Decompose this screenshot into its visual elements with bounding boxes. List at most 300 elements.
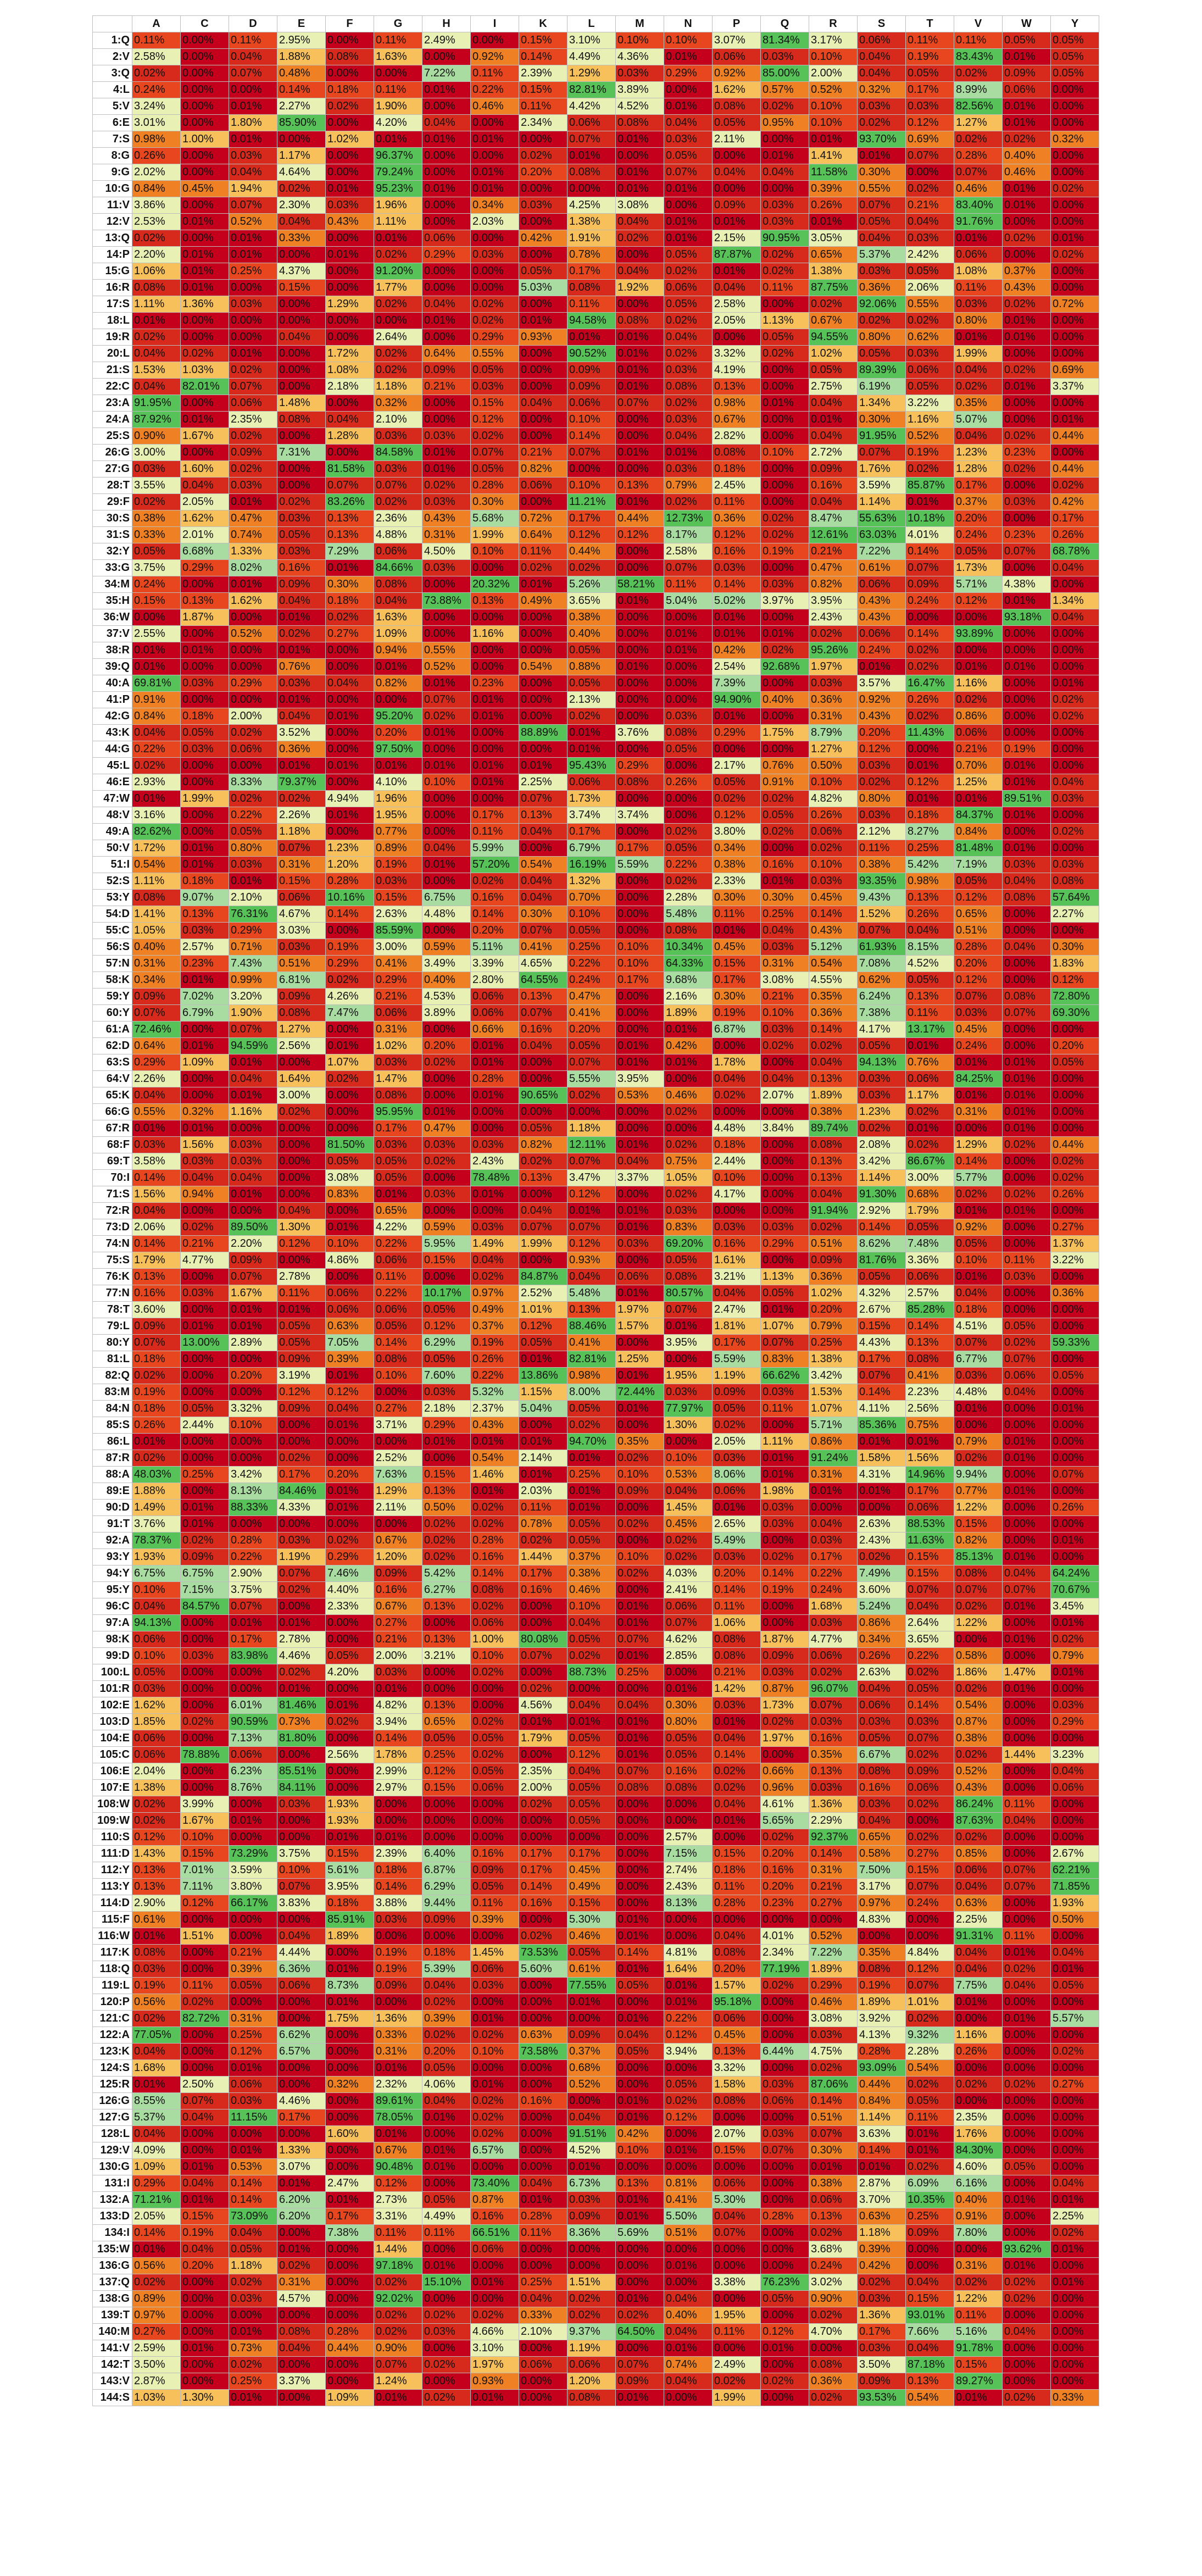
table-row (93, 2192, 1099, 2208)
table-cell: 0.46% (471, 98, 519, 115)
table-cell: 1.22% (954, 2291, 1003, 2307)
table-cell: 0.00% (761, 2109, 809, 2126)
table-cell: 0.06% (471, 1615, 519, 1631)
table-cell: 0.80% (858, 329, 906, 346)
table-cell: 0.07% (906, 1978, 954, 1994)
table-row (93, 494, 1099, 510)
table-cell: 93.62% (1003, 2241, 1051, 2258)
table-cell: 0.01% (616, 1285, 664, 1302)
table-cell: 0.14% (809, 1021, 858, 1038)
table-cell: 0.01% (1003, 1054, 1051, 1071)
table-cell: 0.03% (471, 1137, 519, 1153)
table-cell: 0.00% (277, 2011, 326, 2027)
table-cell: 4.65% (519, 956, 567, 972)
table-cell: 0.04% (277, 1928, 326, 1945)
table-cell: 0.01% (713, 923, 761, 939)
table-cell: 0.01% (761, 2340, 809, 2357)
table-cell: 0.08% (664, 1780, 713, 1796)
table-cell: 0.03% (471, 247, 519, 263)
table-cell: 0.04% (422, 1978, 471, 1994)
row-label: 27:G (93, 461, 132, 478)
table-cell: 1.68% (809, 1598, 858, 1615)
percentage-heatmap-table (92, 15, 1099, 2406)
table-cell: 0.00% (616, 1813, 664, 1829)
table-cell: 0.00% (374, 1813, 422, 1829)
table-cell: 0.00% (1051, 642, 1099, 659)
table-cell: 3.94% (374, 1714, 422, 1730)
row-label: 53:Y (93, 890, 132, 906)
table-cell: 0.00% (664, 1912, 713, 1928)
table-cell: 0.00% (1003, 1829, 1051, 1846)
table-cell: 0.01% (1051, 412, 1099, 428)
table-cell: 0.00% (422, 576, 471, 593)
row-label: 79:L (93, 1318, 132, 1335)
table-cell: 0.01% (181, 642, 229, 659)
table-cell: 0.00% (906, 1928, 954, 1945)
table-cell: 6.40% (422, 1846, 471, 1862)
table-row (93, 1598, 1099, 1615)
row-label: 116:W (93, 1928, 132, 1945)
table-cell: 0.01% (471, 2274, 519, 2291)
table-cell: 0.00% (1003, 2093, 1051, 2109)
table-cell: 0.02% (664, 1186, 713, 1203)
table-cell: 90.52% (567, 346, 616, 362)
table-cell: 87.75% (809, 280, 858, 296)
table-cell: 1.81% (713, 1318, 761, 1335)
row-label: 34:M (93, 576, 132, 593)
table-cell: 0.00% (761, 2192, 809, 2208)
table-cell: 0.00% (616, 1829, 664, 1846)
table-cell: 0.00% (471, 1104, 519, 1120)
table-cell: 0.02% (277, 181, 326, 197)
table-cell: 0.05% (906, 1681, 954, 1697)
table-cell: 0.02% (1003, 1335, 1051, 1351)
table-row (93, 2126, 1099, 2142)
table-cell: 1.06% (132, 263, 181, 280)
table-cell: 0.00% (954, 2060, 1003, 2077)
table-cell: 0.04% (713, 280, 761, 296)
table-cell: 0.00% (422, 626, 471, 642)
table-cell: 0.14% (954, 1153, 1003, 1170)
table-cell: 0.08% (616, 1780, 664, 1796)
table-cell: 0.02% (1003, 131, 1051, 148)
row-label: 43:K (93, 725, 132, 741)
table-cell: 1.93% (326, 1813, 374, 1829)
table-cell: 4.10% (374, 774, 422, 791)
table-cell: 5.95% (422, 1236, 471, 1252)
table-cell: 84.37% (954, 807, 1003, 824)
table-cell: 4.62% (664, 1631, 713, 1648)
table-cell: 0.44% (1051, 461, 1099, 478)
table-cell: 0.29% (1051, 1714, 1099, 1730)
table-cell: 0.55% (471, 346, 519, 362)
table-cell: 1.73% (761, 1697, 809, 1714)
table-cell: 1.13% (761, 313, 809, 329)
table-cell: 0.07% (664, 1302, 713, 1318)
table-cell: 1.19% (567, 2340, 616, 2357)
table-cell: 5.60% (519, 1961, 567, 1978)
table-cell: 5.99% (471, 840, 519, 857)
table-cell: 0.16% (471, 890, 519, 906)
table-row (93, 791, 1099, 807)
table-cell: 0.37% (954, 494, 1003, 510)
table-cell: 0.00% (616, 2241, 664, 2258)
table-cell: 2.25% (519, 774, 567, 791)
row-label: 9:G (93, 164, 132, 181)
row-label: 66:G (93, 1104, 132, 1120)
table-cell: 0.00% (616, 642, 664, 659)
row-label: 95:Y (93, 1582, 132, 1598)
table-cell: 0.11% (954, 2307, 1003, 2324)
table-cell: 0.00% (519, 2126, 567, 2142)
row-label: 141:V (93, 2340, 132, 2357)
table-cell: 0.01% (132, 2241, 181, 2258)
table-cell: 0.13% (422, 1631, 471, 1648)
table-cell: 0.02% (664, 1533, 713, 1549)
table-cell: 0.01% (664, 230, 713, 247)
table-cell: 0.63% (519, 2027, 567, 2044)
table-cell: 91.31% (954, 1928, 1003, 1945)
table-cell: 0.04% (713, 1796, 761, 1813)
table-cell: 0.02% (761, 1978, 809, 1994)
table-cell: 0.26% (664, 774, 713, 791)
table-cell: 0.01% (906, 1434, 954, 1450)
table-cell: 0.39% (809, 181, 858, 197)
table-cell: 0.04% (954, 428, 1003, 445)
table-cell: 0.04% (616, 1153, 664, 1170)
table-cell: 0.00% (713, 1038, 761, 1054)
table-cell: 0.01% (229, 2390, 277, 2406)
table-cell: 0.26% (858, 1648, 906, 1664)
table-cell: 1.86% (954, 1664, 1003, 1681)
table-cell: 0.01% (422, 2159, 471, 2175)
table-row (93, 214, 1099, 230)
table-cell: 0.40% (132, 939, 181, 956)
table-cell: 10.16% (326, 890, 374, 906)
table-cell: 0.01% (761, 1467, 809, 1483)
table-cell: 2.08% (858, 1137, 906, 1153)
table-cell: 3.00% (277, 1087, 326, 1104)
table-cell: 0.05% (519, 1335, 567, 1351)
table-cell: 0.03% (858, 2291, 906, 2307)
table-cell: 0.00% (761, 1170, 809, 1186)
table-cell: 0.01% (858, 1483, 906, 1500)
table-cell: 0.39% (858, 2241, 906, 2258)
table-cell: 0.00% (616, 247, 664, 263)
table-cell: 91.30% (858, 1186, 906, 1203)
table-cell: 1.49% (132, 1500, 181, 1516)
table-cell: 0.32% (326, 2077, 374, 2093)
table-cell: 0.20% (858, 725, 906, 741)
table-cell: 1.11% (132, 873, 181, 890)
table-cell: 0.82% (954, 1533, 1003, 1549)
table-cell: 0.00% (1003, 972, 1051, 989)
table-cell: 0.08% (1003, 989, 1051, 1005)
row-label: 128:L (93, 2126, 132, 2142)
table-cell: 0.02% (471, 1500, 519, 1516)
table-cell: 0.00% (326, 1087, 374, 1104)
table-cell: 61.93% (858, 939, 906, 956)
table-cell: 5.59% (616, 857, 664, 873)
table-cell: 0.01% (181, 2340, 229, 2357)
table-cell: 0.05% (132, 1664, 181, 1681)
table-cell: 82.01% (181, 379, 229, 395)
table-cell: 0.28% (713, 1895, 761, 1912)
table-cell: 0.15% (374, 890, 422, 906)
table-cell: 0.05% (761, 2291, 809, 2307)
table-cell: 0.05% (277, 527, 326, 543)
table-cell: 0.00% (519, 2077, 567, 2093)
table-cell: 1.15% (519, 1384, 567, 1401)
table-cell: 0.02% (326, 609, 374, 626)
table-cell: 0.00% (713, 2109, 761, 2126)
table-cell: 0.05% (229, 1978, 277, 1994)
table-cell: 2.17% (713, 758, 761, 774)
table-cell: 0.30% (761, 890, 809, 906)
table-cell: 0.13% (181, 906, 229, 923)
table-cell: 0.02% (567, 1648, 616, 1664)
table-cell: 0.01% (471, 692, 519, 708)
table-cell: 0.00% (616, 708, 664, 725)
table-cell: 0.52% (422, 659, 471, 675)
table-cell: 0.17% (519, 1862, 567, 1879)
table-cell: 2.35% (229, 412, 277, 428)
table-cell: 0.72% (1051, 296, 1099, 313)
table-cell: 0.05% (761, 329, 809, 346)
table-cell: 9.32% (906, 2027, 954, 2044)
table-cell: 0.01% (181, 412, 229, 428)
table-cell: 73.09% (229, 2208, 277, 2225)
table-cell: 0.00% (616, 692, 664, 708)
table-cell: 0.04% (132, 1598, 181, 1615)
table-cell: 0.08% (713, 445, 761, 461)
table-cell: 10.34% (664, 939, 713, 956)
column-header-r: R (809, 16, 858, 32)
table-cell: 0.09% (809, 1252, 858, 1269)
table-row (93, 593, 1099, 609)
table-cell: 0.38% (809, 2175, 858, 2192)
table-cell: 0.01% (326, 1697, 374, 1714)
table-cell: 7.22% (422, 65, 471, 82)
table-cell: 0.01% (858, 1434, 906, 1450)
table-cell: 0.50% (1051, 1912, 1099, 1928)
table-cell: 0.00% (1003, 2208, 1051, 2225)
table-cell: 0.00% (519, 131, 567, 148)
table-cell: 0.08% (713, 1648, 761, 1664)
table-cell: 0.28% (858, 2044, 906, 2060)
table-cell: 0.00% (181, 313, 229, 329)
table-cell: 0.00% (1051, 1549, 1099, 1565)
table-cell: 4.56% (519, 1697, 567, 1714)
table-cell: 0.14% (761, 1565, 809, 1582)
table-cell: 77.55% (567, 1978, 616, 1994)
table-cell: 0.21% (713, 1664, 761, 1681)
table-cell: 0.01% (616, 1203, 664, 1219)
table-cell: 0.00% (616, 890, 664, 906)
table-cell: 87.18% (906, 2357, 954, 2373)
table-cell: 3.74% (567, 807, 616, 824)
table-row (93, 1384, 1099, 1401)
table-cell: 1.18% (567, 1120, 616, 1137)
table-cell: 1.64% (664, 1961, 713, 1978)
table-cell: 1.00% (471, 1631, 519, 1648)
row-label: 68:F (93, 1137, 132, 1153)
table-cell: 2.99% (374, 1763, 422, 1780)
table-cell: 0.38% (858, 857, 906, 873)
table-cell: 0.07% (664, 164, 713, 181)
table-cell: 0.92% (471, 49, 519, 65)
table-row (93, 1186, 1099, 1203)
table-cell: 0.01% (1003, 774, 1051, 791)
table-cell: 0.00% (1051, 1021, 1099, 1038)
table-cell: 0.02% (761, 1714, 809, 1730)
table-cell: 0.02% (422, 1516, 471, 1533)
table-cell: 0.06% (519, 478, 567, 494)
table-row (93, 164, 1099, 181)
table-cell: 0.14% (906, 1697, 954, 1714)
table-cell: 0.00% (761, 461, 809, 478)
table-cell: 91.20% (374, 263, 422, 280)
table-cell: 0.05% (858, 1038, 906, 1054)
table-cell: 0.00% (761, 2357, 809, 2373)
table-cell: 0.01% (326, 1038, 374, 1054)
table-cell: 0.02% (809, 2307, 858, 2324)
table-cell: 0.00% (181, 1615, 229, 1631)
row-label: 108:W (93, 1796, 132, 1813)
table-cell: 0.00% (471, 560, 519, 576)
table-cell: 0.02% (132, 1796, 181, 1813)
table-cell: 0.00% (181, 2307, 229, 2324)
table-row (93, 2291, 1099, 2307)
table-row (93, 1087, 1099, 1104)
table-cell: 0.00% (326, 2307, 374, 2324)
table-cell: 0.00% (1003, 1697, 1051, 1714)
table-cell: 0.14% (229, 2192, 277, 2208)
table-cell: 4.38% (1003, 576, 1051, 593)
table-cell: 0.29% (326, 1549, 374, 1565)
table-cell: 0.30% (519, 906, 567, 923)
table-cell: 0.13% (906, 2373, 954, 2390)
table-cell: 0.07% (616, 2357, 664, 2373)
table-cell: 0.33% (277, 230, 326, 247)
table-cell: 1.22% (954, 1500, 1003, 1516)
table-cell: 0.00% (471, 2060, 519, 2077)
table-cell: 0.02% (954, 1747, 1003, 1763)
table-cell: 93.18% (1003, 609, 1051, 626)
table-cell: 0.26% (132, 1417, 181, 1434)
table-cell: 0.61% (858, 560, 906, 576)
table-cell: 1.11% (132, 296, 181, 313)
table-cell: 0.00% (326, 2060, 374, 2077)
table-cell: 0.00% (616, 148, 664, 164)
table-cell: 0.86% (954, 708, 1003, 725)
table-cell: 0.01% (616, 1714, 664, 1730)
table-cell: 0.46% (809, 1994, 858, 2011)
table-cell: 0.00% (326, 2093, 374, 2109)
table-cell: 0.00% (471, 1681, 519, 1697)
table-cell: 3.50% (132, 2357, 181, 2373)
table-cell: 0.06% (954, 247, 1003, 263)
table-cell: 0.93% (567, 1252, 616, 1269)
table-cell: 0.00% (181, 445, 229, 461)
table-cell: 62.21% (1051, 1862, 1099, 1879)
table-cell: 11.43% (906, 725, 954, 741)
table-cell: 1.08% (326, 362, 374, 379)
table-cell: 88.73% (567, 1664, 616, 1681)
table-cell: 0.20% (954, 956, 1003, 972)
table-cell: 0.02% (229, 725, 277, 741)
table-cell: 0.00% (1003, 824, 1051, 840)
table-cell: 0.01% (616, 494, 664, 510)
table-cell: 89.39% (858, 362, 906, 379)
table-cell: 0.02% (471, 1747, 519, 1763)
table-cell: 2.10% (519, 2324, 567, 2340)
table-row (93, 2093, 1099, 2109)
table-cell: 0.89% (374, 840, 422, 857)
table-cell: 0.00% (181, 774, 229, 791)
table-cell: 0.02% (664, 873, 713, 890)
table-cell: 0.02% (326, 1714, 374, 1730)
table-cell: 0.03% (229, 148, 277, 164)
table-cell: 0.00% (761, 181, 809, 197)
table-cell: 84.46% (277, 1483, 326, 1500)
table-cell: 2.16% (664, 989, 713, 1005)
table-cell: 0.19% (761, 543, 809, 560)
table-cell: 4.52% (567, 2142, 616, 2159)
table-cell: 0.15% (519, 32, 567, 49)
table-cell: 0.25% (906, 840, 954, 857)
table-cell: 0.04% (229, 49, 277, 65)
table-cell: 2.49% (422, 32, 471, 49)
table-cell: 0.00% (1051, 115, 1099, 131)
table-cell: 6.36% (277, 1961, 326, 1978)
table-cell: 0.00% (326, 329, 374, 346)
table-cell: 81.46% (277, 1697, 326, 1714)
table-cell: 0.00% (181, 2126, 229, 2142)
table-cell: 0.13% (616, 478, 664, 494)
table-cell: 0.06% (132, 1631, 181, 1648)
table-cell: 0.00% (1051, 329, 1099, 346)
table-cell: 0.05% (664, 1730, 713, 1747)
table-cell: 2.35% (519, 1763, 567, 1780)
table-cell: 0.13% (519, 807, 567, 824)
table-cell: 1.68% (132, 2060, 181, 2077)
table-cell: 0.00% (326, 2027, 374, 2044)
table-cell: 0.10% (471, 1648, 519, 1664)
table-cell: 2.63% (858, 1516, 906, 1533)
table-cell: 4.81% (664, 1945, 713, 1961)
table-cell: 0.01% (229, 1302, 277, 1318)
table-cell: 0.90% (809, 2291, 858, 2307)
table-cell: 2.07% (713, 2126, 761, 2142)
table-cell: 0.17% (277, 2109, 326, 2126)
table-cell: 0.02% (858, 774, 906, 791)
table-cell: 0.05% (567, 1730, 616, 1747)
table-cell: 0.10% (229, 1417, 277, 1434)
table-cell: 2.25% (1051, 2208, 1099, 2225)
table-cell: 0.29% (664, 65, 713, 82)
table-cell: 0.40% (761, 692, 809, 708)
table-cell: 0.31% (954, 1104, 1003, 1120)
table-cell: 0.00% (616, 1335, 664, 1351)
table-cell: 0.05% (858, 1269, 906, 1285)
table-cell: 1.17% (277, 148, 326, 164)
row-label: 1:Q (93, 32, 132, 49)
table-cell: 4.52% (616, 98, 664, 115)
table-row (93, 576, 1099, 593)
table-cell: 0.04% (181, 2175, 229, 2192)
table-cell: 0.53% (616, 1087, 664, 1104)
